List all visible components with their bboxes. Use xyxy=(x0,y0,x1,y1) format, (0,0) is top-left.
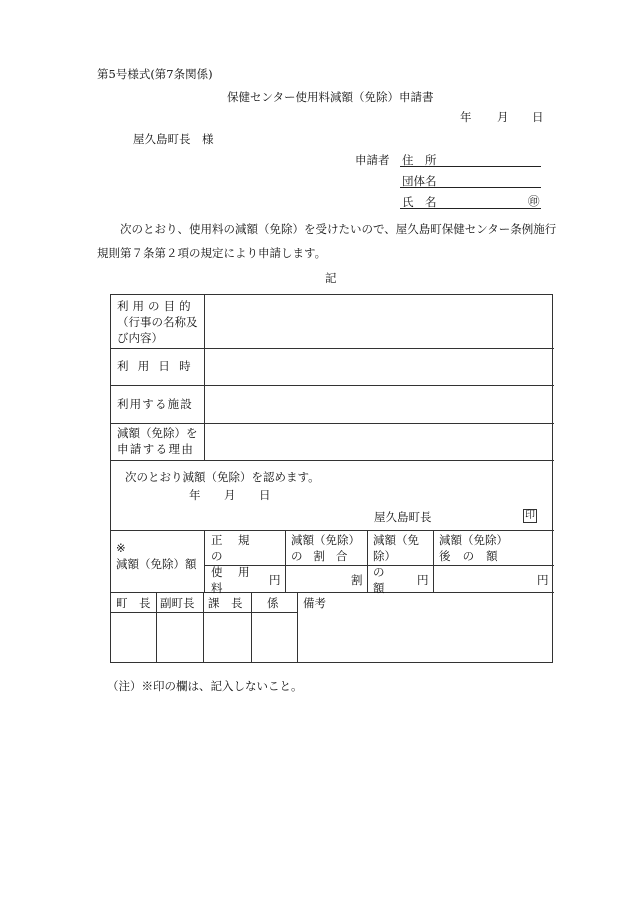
approver-section-chief-label: 課 長 xyxy=(208,596,243,610)
discount-rate-header-line1: 減額（免除） xyxy=(291,533,360,547)
staff-seal-box[interactable] xyxy=(252,613,296,661)
discount-rate-header-line2: の割合 xyxy=(291,549,359,563)
facility-label: 利用する施設 xyxy=(117,397,193,411)
application-table xyxy=(110,294,553,663)
address-label: 住 所 xyxy=(402,153,437,167)
discount-amount-header-line1: 減額（免除） xyxy=(373,533,419,563)
reason-field[interactable] xyxy=(205,424,552,459)
discount-rate-field[interactable] xyxy=(286,566,356,591)
approver-vice-mayor-label: 副町長 xyxy=(160,596,195,610)
address-field[interactable] xyxy=(400,166,541,167)
date-year: 年 xyxy=(460,110,472,124)
datetime-field[interactable] xyxy=(205,349,552,384)
reason-label xyxy=(117,425,198,457)
after-discount-header xyxy=(439,532,551,564)
addressee: 屋久島町長 様 xyxy=(133,132,214,146)
fee-mark: ※ xyxy=(116,541,126,555)
after-discount-field[interactable] xyxy=(434,566,540,591)
purpose-label-line1: 利用の目的 xyxy=(117,299,195,313)
regular-fee-header-line1: 正規の xyxy=(211,533,266,563)
discount-amount-header-line2: の額 xyxy=(373,565,406,595)
vice-mayor-seal-box[interactable] xyxy=(157,613,202,661)
facility-field[interactable] xyxy=(205,386,552,422)
seal-mark: ㊞ xyxy=(528,194,540,208)
approval-day: 日 xyxy=(259,488,271,502)
approver-mayor-label: 町 長 xyxy=(116,596,151,610)
section-chief-seal-box[interactable] xyxy=(204,613,250,661)
name-label: 氏 名 xyxy=(402,195,437,209)
after-discount-header-line2: 後の額 xyxy=(439,549,510,563)
approval-text: 次のとおり減額（免除）を認めます。 xyxy=(125,470,320,484)
ki-heading: 記 xyxy=(325,271,337,285)
discount-amount-field[interactable] xyxy=(368,566,422,591)
remarks-label: 備考 xyxy=(303,596,326,610)
regular-fee-field[interactable] xyxy=(205,566,279,591)
group-name-label: 団体名 xyxy=(402,174,437,188)
date-day: 日 xyxy=(532,110,544,124)
remarks-field[interactable] xyxy=(298,612,552,662)
regular-fee-header-line2: 使用料 xyxy=(211,565,266,595)
request-body-text: 次のとおり、使用料の減額（免除）を受けたいので、屋久島町保健センター条例施行規則第７条第２項の規定により申請します。 xyxy=(97,222,557,260)
purpose-label-line3: び内容） xyxy=(117,331,163,345)
mayor-seal-box[interactable] xyxy=(112,613,155,661)
after-discount-header-line1: 減額（免除） xyxy=(439,533,508,547)
approval-seal: 印 xyxy=(525,510,535,521)
purpose-label-line2: （行事の名称及 xyxy=(117,315,198,329)
discount-rate-unit: 割 xyxy=(351,573,363,587)
footnote: （注）※印の欄は、記入しないこと。 xyxy=(107,679,303,693)
regular-fee-unit: 円 xyxy=(269,573,281,587)
discount-rate-header xyxy=(291,532,363,564)
purpose-label xyxy=(117,298,199,346)
date-month: 月 xyxy=(497,110,509,124)
discount-amount-unit: 円 xyxy=(417,573,429,587)
reason-label-line1: 減額（免除）を xyxy=(117,426,198,440)
fee-label: 減額（免除）額 xyxy=(116,557,197,571)
approval-mayor: 屋久島町長 xyxy=(374,510,432,524)
approval-month: 月 xyxy=(224,488,236,502)
applicant-label: 申請者 xyxy=(355,153,390,167)
approval-year: 年 xyxy=(189,488,201,502)
purpose-field[interactable] xyxy=(205,296,552,347)
name-field[interactable] xyxy=(400,208,541,209)
approver-staff-label: 係 xyxy=(267,596,279,610)
page-title: 保健センター使用料減額（免除）申請書 xyxy=(227,90,434,104)
datetime-label: 利用日時 xyxy=(117,359,200,373)
form-number: 第5号様式(第7条関係) xyxy=(97,67,213,81)
after-discount-unit: 円 xyxy=(537,573,549,587)
group-name-field[interactable] xyxy=(400,187,541,188)
reason-label-line2: 申請する理由 xyxy=(117,442,195,456)
